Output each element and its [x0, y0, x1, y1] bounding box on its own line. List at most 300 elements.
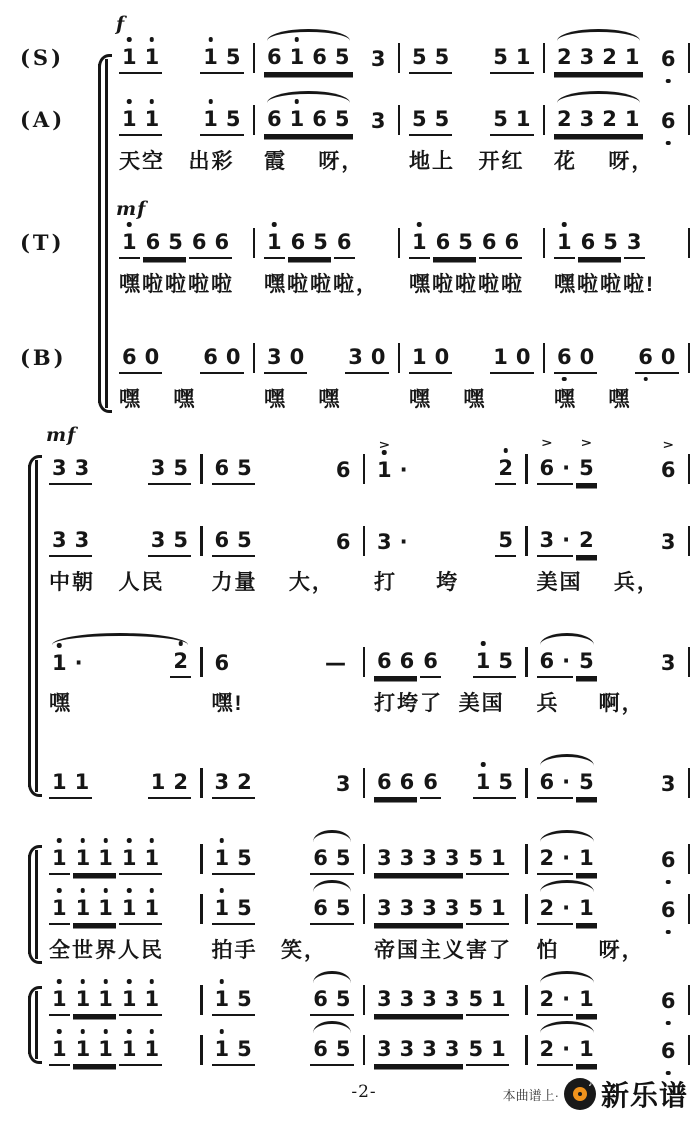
high-octave-dot	[220, 888, 225, 893]
high-octave-dot	[562, 222, 567, 227]
beam-cluster	[200, 45, 243, 74]
lyric-cells	[110, 141, 690, 177]
note-group	[473, 649, 516, 678]
beam-cluster	[537, 896, 597, 925]
brace-spine	[28, 996, 31, 1054]
low-octave-dot	[666, 79, 671, 84]
measure	[40, 649, 200, 678]
vinyl-record-icon	[564, 1078, 596, 1110]
music-row	[40, 642, 690, 678]
note-group	[333, 530, 354, 557]
note-group	[537, 649, 574, 678]
measure	[40, 1037, 200, 1066]
measure	[528, 770, 688, 799]
lyric-cell: 帝国主义害了	[374, 939, 512, 962]
barline	[688, 768, 691, 798]
note-group	[49, 528, 92, 557]
measure	[528, 528, 688, 557]
measure	[110, 230, 253, 259]
measure	[545, 45, 688, 74]
beam-cluster	[148, 528, 191, 557]
note-group	[264, 230, 285, 259]
beam-cluster	[310, 846, 353, 875]
barline	[688, 647, 691, 677]
note-digit: 1	[76, 846, 91, 871]
measure	[365, 987, 525, 1016]
lyric-cells	[110, 264, 690, 300]
lyric-cell: 地上 开红	[409, 150, 525, 173]
beam-cluster	[212, 987, 255, 1016]
note-group	[473, 770, 516, 799]
music-row	[110, 338, 690, 374]
beam-cluster	[212, 896, 255, 925]
beam-cluster	[119, 230, 232, 259]
note-digit: 6	[313, 987, 328, 1011]
high-octave-dot	[127, 979, 132, 984]
note-digit: 5	[579, 649, 594, 673]
note-digit: 1	[76, 896, 91, 921]
note-digit: 1	[412, 230, 427, 255]
beam-cluster	[374, 896, 509, 925]
lyric-indent	[14, 411, 110, 415]
note-digit: 1	[74, 770, 90, 794]
beam-cluster	[658, 898, 679, 925]
measure	[255, 345, 398, 374]
beam-cluster	[635, 345, 678, 374]
note-digit: 0	[434, 345, 450, 369]
note-digit: 2	[557, 107, 572, 131]
note-group	[576, 1037, 597, 1066]
beam-cluster	[473, 649, 516, 678]
beam-cluster	[310, 1037, 353, 1066]
beam-cluster	[554, 45, 643, 74]
beam-cluster	[374, 1037, 509, 1066]
beam-cluster	[658, 1039, 679, 1066]
lyric-cell: 打 垮	[374, 571, 460, 594]
lyric-cell: 嘿 嘿	[119, 388, 197, 411]
note-digit: 6	[145, 230, 161, 254]
measure	[255, 45, 398, 74]
note-group	[495, 456, 516, 485]
score-line	[14, 100, 690, 136]
music-row	[40, 980, 690, 1016]
augmentation-dot: ·	[399, 530, 408, 554]
measure	[40, 770, 200, 799]
note-digit: 1	[290, 45, 305, 70]
note-group	[495, 528, 516, 557]
note-digit: 1	[491, 896, 506, 920]
note-group	[576, 436, 597, 485]
lyric-cell: 中朝 人民	[49, 571, 165, 594]
accent-mark: >	[540, 436, 553, 450]
slur-arc	[540, 971, 594, 983]
note-digit: 6	[661, 109, 676, 134]
music-row	[40, 763, 690, 799]
note-digit: 6	[214, 651, 230, 675]
music-row	[110, 198, 690, 259]
high-octave-dot	[220, 1029, 225, 1034]
music-row	[40, 839, 690, 875]
note-digit: 3	[626, 230, 642, 254]
high-octave-dot	[103, 888, 108, 893]
system-4	[14, 980, 690, 1066]
music-row	[110, 13, 690, 74]
measure	[40, 528, 200, 557]
note-group	[554, 230, 575, 259]
note-group	[374, 770, 417, 799]
watermark-credit[interactable]	[503, 1074, 688, 1114]
note-group	[537, 987, 574, 1016]
lyric-cell: 嘿 嘿	[264, 388, 342, 411]
note-group	[212, 528, 255, 557]
note-digit: 1	[98, 846, 113, 871]
note-digit: 5	[468, 846, 484, 870]
lyric-cells	[40, 930, 690, 966]
voice-label: (T)	[20, 230, 65, 255]
note-digit: 3	[74, 456, 90, 480]
note-group	[264, 45, 353, 74]
brace-inner-line	[35, 991, 38, 1059]
note-digit: 6	[399, 649, 415, 673]
note-group	[49, 770, 92, 799]
note-digit: 6	[313, 896, 328, 920]
note-digit: 2	[602, 45, 617, 69]
note-digit: 2	[602, 107, 617, 131]
dynamic-mark: mf	[116, 198, 147, 220]
score-line	[14, 763, 690, 799]
beam-cluster	[374, 987, 509, 1016]
note-digit: 5	[237, 896, 252, 920]
high-octave-dot	[150, 979, 155, 984]
note-group	[264, 345, 307, 374]
note-group	[537, 896, 574, 925]
note-digit: 5	[434, 45, 450, 69]
augmentation-dot: ·	[74, 651, 83, 675]
score-line	[14, 198, 690, 259]
note-group	[119, 1037, 162, 1066]
note-digit: 6	[661, 989, 676, 1014]
note-digit: 1	[122, 846, 137, 871]
augmentation-dot: ·	[562, 456, 571, 480]
beam-cluster	[318, 651, 354, 678]
note-digit: 1	[122, 230, 137, 255]
note-digit: 6	[423, 770, 438, 794]
measure	[365, 896, 525, 925]
note-digit: 3	[444, 987, 460, 1011]
note-digit: 3	[444, 1037, 460, 1061]
beam-cluster	[264, 107, 353, 136]
note-digit: 3	[539, 528, 555, 552]
note-digit: 6	[313, 1037, 328, 1061]
measure	[528, 436, 688, 485]
note-digit: 5	[334, 45, 350, 69]
note-digit: 1	[579, 896, 594, 920]
note-group	[73, 846, 116, 875]
note-digit: 2	[173, 649, 188, 674]
beam-cluster	[212, 528, 255, 557]
lyric-cell: 力量 大，	[211, 571, 335, 594]
note-digit: 1	[122, 896, 137, 921]
note-digit: 3	[444, 846, 460, 870]
note-digit: 5	[468, 1037, 484, 1061]
note-digit: 3	[214, 770, 230, 794]
measure	[365, 438, 525, 485]
note-group	[554, 107, 643, 136]
note-digit: 1	[215, 846, 230, 871]
beam-cluster	[495, 528, 516, 557]
lyric-cell: 嘿	[49, 692, 72, 715]
note-digit: 2	[539, 846, 555, 870]
slur-arc	[557, 91, 640, 103]
high-octave-dot	[103, 838, 108, 843]
beam-cluster	[658, 848, 679, 875]
note-digit: 2	[539, 987, 555, 1011]
lyric-cells	[40, 683, 690, 719]
beam-cluster	[212, 456, 255, 485]
measure	[110, 345, 253, 374]
accent-mark: >	[378, 438, 391, 452]
note-group	[409, 107, 452, 136]
system-brace	[98, 54, 110, 413]
beam-cluster	[658, 109, 679, 136]
note-digit: 3	[377, 530, 392, 554]
note-digit: 1	[579, 987, 594, 1011]
measure	[110, 107, 253, 136]
high-octave-dot	[103, 979, 108, 984]
measure	[400, 230, 543, 259]
voice-label: (S)	[20, 45, 65, 70]
note-digit: 1	[493, 345, 508, 369]
beam-cluster	[333, 530, 354, 557]
note-digit: 1	[491, 846, 506, 870]
note-group	[537, 1037, 574, 1066]
note-digit: 1	[145, 846, 160, 871]
note-digit: 1	[76, 987, 91, 1012]
note-group	[578, 230, 621, 259]
barline	[688, 985, 691, 1015]
note-digit: 1	[52, 896, 67, 921]
note-group	[554, 45, 643, 74]
note-group	[576, 528, 597, 557]
note-digit: 5	[173, 456, 188, 480]
high-octave-dot	[103, 1029, 108, 1034]
note-digit: 1	[98, 987, 113, 1012]
beam-cluster	[537, 528, 597, 557]
note-digit: 5	[335, 1037, 351, 1061]
note-group	[264, 107, 353, 136]
note-group	[334, 230, 355, 259]
measure	[545, 230, 688, 259]
measure	[255, 230, 398, 259]
note-group	[466, 1037, 509, 1066]
note-digit: 2	[237, 770, 252, 794]
lyric-cell: 花 呀，	[554, 150, 655, 173]
high-octave-dot	[127, 1029, 132, 1034]
high-octave-dot	[220, 979, 225, 984]
beam-cluster	[409, 107, 452, 136]
brace-spine	[98, 64, 101, 403]
note-group	[374, 987, 463, 1016]
note-group	[576, 846, 597, 875]
note-digit: 5	[237, 456, 252, 480]
note-digit: 1	[476, 649, 491, 674]
note-group	[537, 436, 574, 485]
note-digit: 6	[638, 345, 653, 370]
dynamic-mark: mf	[46, 424, 77, 446]
score-line	[14, 980, 690, 1016]
beam-cluster	[49, 649, 191, 678]
note-group	[212, 770, 255, 799]
slur-arc	[52, 633, 188, 645]
measure	[400, 45, 543, 74]
high-octave-dot	[127, 99, 132, 104]
note-digit: 1	[215, 987, 230, 1012]
note-digit: 5	[237, 846, 252, 870]
attribution-text: 本曲谱上·	[502, 1087, 559, 1103]
beam-cluster	[537, 1037, 597, 1066]
music-row	[40, 889, 690, 925]
note-digit: 1	[52, 770, 67, 794]
beam-cluster	[212, 1037, 255, 1066]
note-group	[333, 458, 354, 485]
voice-label: (B)	[20, 345, 67, 370]
music-row	[40, 1030, 690, 1066]
note-digit: 6	[267, 45, 282, 69]
note-group	[49, 1037, 70, 1066]
beam-cluster	[554, 107, 643, 136]
beam-cluster	[200, 107, 243, 136]
note-digit: 1	[52, 1037, 67, 1062]
lyric-cell: 拍手 笑，	[211, 939, 328, 962]
note-digit: 5	[412, 45, 427, 69]
note-digit: 1	[579, 846, 594, 870]
high-octave-dot	[81, 1029, 86, 1034]
note-group	[658, 1039, 679, 1066]
note-digit: 6	[122, 345, 137, 369]
barline	[688, 1035, 691, 1065]
note-digit: 3	[660, 772, 676, 796]
note-group	[119, 107, 162, 136]
score-line	[14, 642, 690, 678]
note-group	[658, 772, 679, 799]
note-digit: 1	[52, 846, 67, 871]
note-digit: 1	[515, 107, 531, 131]
note-group	[479, 230, 522, 259]
high-octave-dot	[127, 37, 132, 42]
note-digit: 1	[52, 651, 67, 676]
measure	[203, 846, 363, 875]
score-line	[14, 889, 690, 925]
augmentation-dot: ·	[562, 846, 571, 870]
note-digit: 1	[98, 1037, 113, 1062]
note-digit: 1	[476, 770, 491, 795]
slur-arc	[313, 880, 350, 892]
note-digit: 2	[579, 528, 594, 552]
augmentation-dot: ·	[399, 458, 408, 482]
note-digit: 1	[491, 987, 506, 1011]
system-brace	[28, 845, 40, 964]
note-group	[420, 770, 441, 799]
lyric-cell: 怕 呀，	[536, 939, 645, 962]
note-digit: 0	[289, 345, 305, 369]
beam-cluster	[537, 987, 597, 1016]
beam-cluster	[264, 230, 355, 259]
note-digit: 0	[144, 345, 160, 369]
note-digit: 1	[145, 45, 160, 70]
record-core	[578, 1092, 582, 1096]
note-digit: 6	[214, 456, 230, 480]
measure	[203, 770, 363, 799]
note-group	[409, 45, 452, 74]
page-footer	[14, 1074, 690, 1111]
note-digit: 0	[370, 345, 386, 369]
beam-cluster	[264, 45, 353, 74]
accent-mark: >	[662, 438, 675, 452]
note-digit: 5	[458, 230, 473, 254]
note-digit: 5	[225, 45, 241, 69]
voice-label: (A)	[20, 107, 66, 132]
note-digit: 3	[399, 1037, 415, 1061]
beam-cluster	[495, 456, 516, 485]
measure	[40, 846, 200, 875]
brace-inner-line	[35, 460, 38, 792]
lyric-row	[14, 264, 690, 300]
augmentation-dot: ·	[562, 1037, 571, 1061]
note-digit: 6	[504, 230, 520, 254]
low-octave-dot	[666, 1021, 671, 1026]
note-digit: 1 >	[377, 438, 392, 482]
note-group	[212, 846, 255, 875]
note-digit: 6	[481, 230, 497, 254]
measure	[40, 896, 200, 925]
barline	[688, 343, 691, 373]
beam-cluster	[49, 896, 162, 925]
note-group	[576, 896, 597, 925]
note-group	[576, 987, 597, 1016]
accent-mark: >	[580, 436, 593, 450]
slur-arc	[267, 29, 350, 41]
note-group	[288, 230, 331, 259]
beam-cluster	[49, 1037, 162, 1066]
system-brace	[28, 986, 40, 1064]
note-group	[49, 456, 92, 485]
augmentation-dot: ·	[562, 528, 571, 552]
measure	[545, 107, 688, 136]
note-digit: 5	[335, 987, 351, 1011]
beam-cluster	[537, 846, 597, 875]
measure	[528, 1037, 688, 1066]
note-group	[333, 772, 354, 799]
note-group	[466, 987, 509, 1016]
note-group	[658, 47, 679, 74]
note-group	[658, 530, 679, 557]
beam-cluster	[212, 770, 255, 799]
beam-cluster	[310, 896, 353, 925]
note-digit: 6	[191, 230, 207, 254]
lyric-cell: 全世界人民	[49, 939, 164, 962]
note-group	[576, 649, 597, 678]
lyric-indent	[14, 173, 110, 177]
beam-cluster	[537, 649, 597, 678]
note-digit: 6	[557, 345, 572, 370]
lyric-cell: 嘿啦啦啦，	[264, 273, 379, 296]
slur-arc	[540, 1021, 594, 1033]
note-group	[318, 651, 354, 678]
note-digit: 5	[579, 770, 594, 794]
note-digit: 3	[579, 107, 595, 131]
note-digit: 1	[412, 345, 427, 369]
system-1	[14, 13, 690, 415]
